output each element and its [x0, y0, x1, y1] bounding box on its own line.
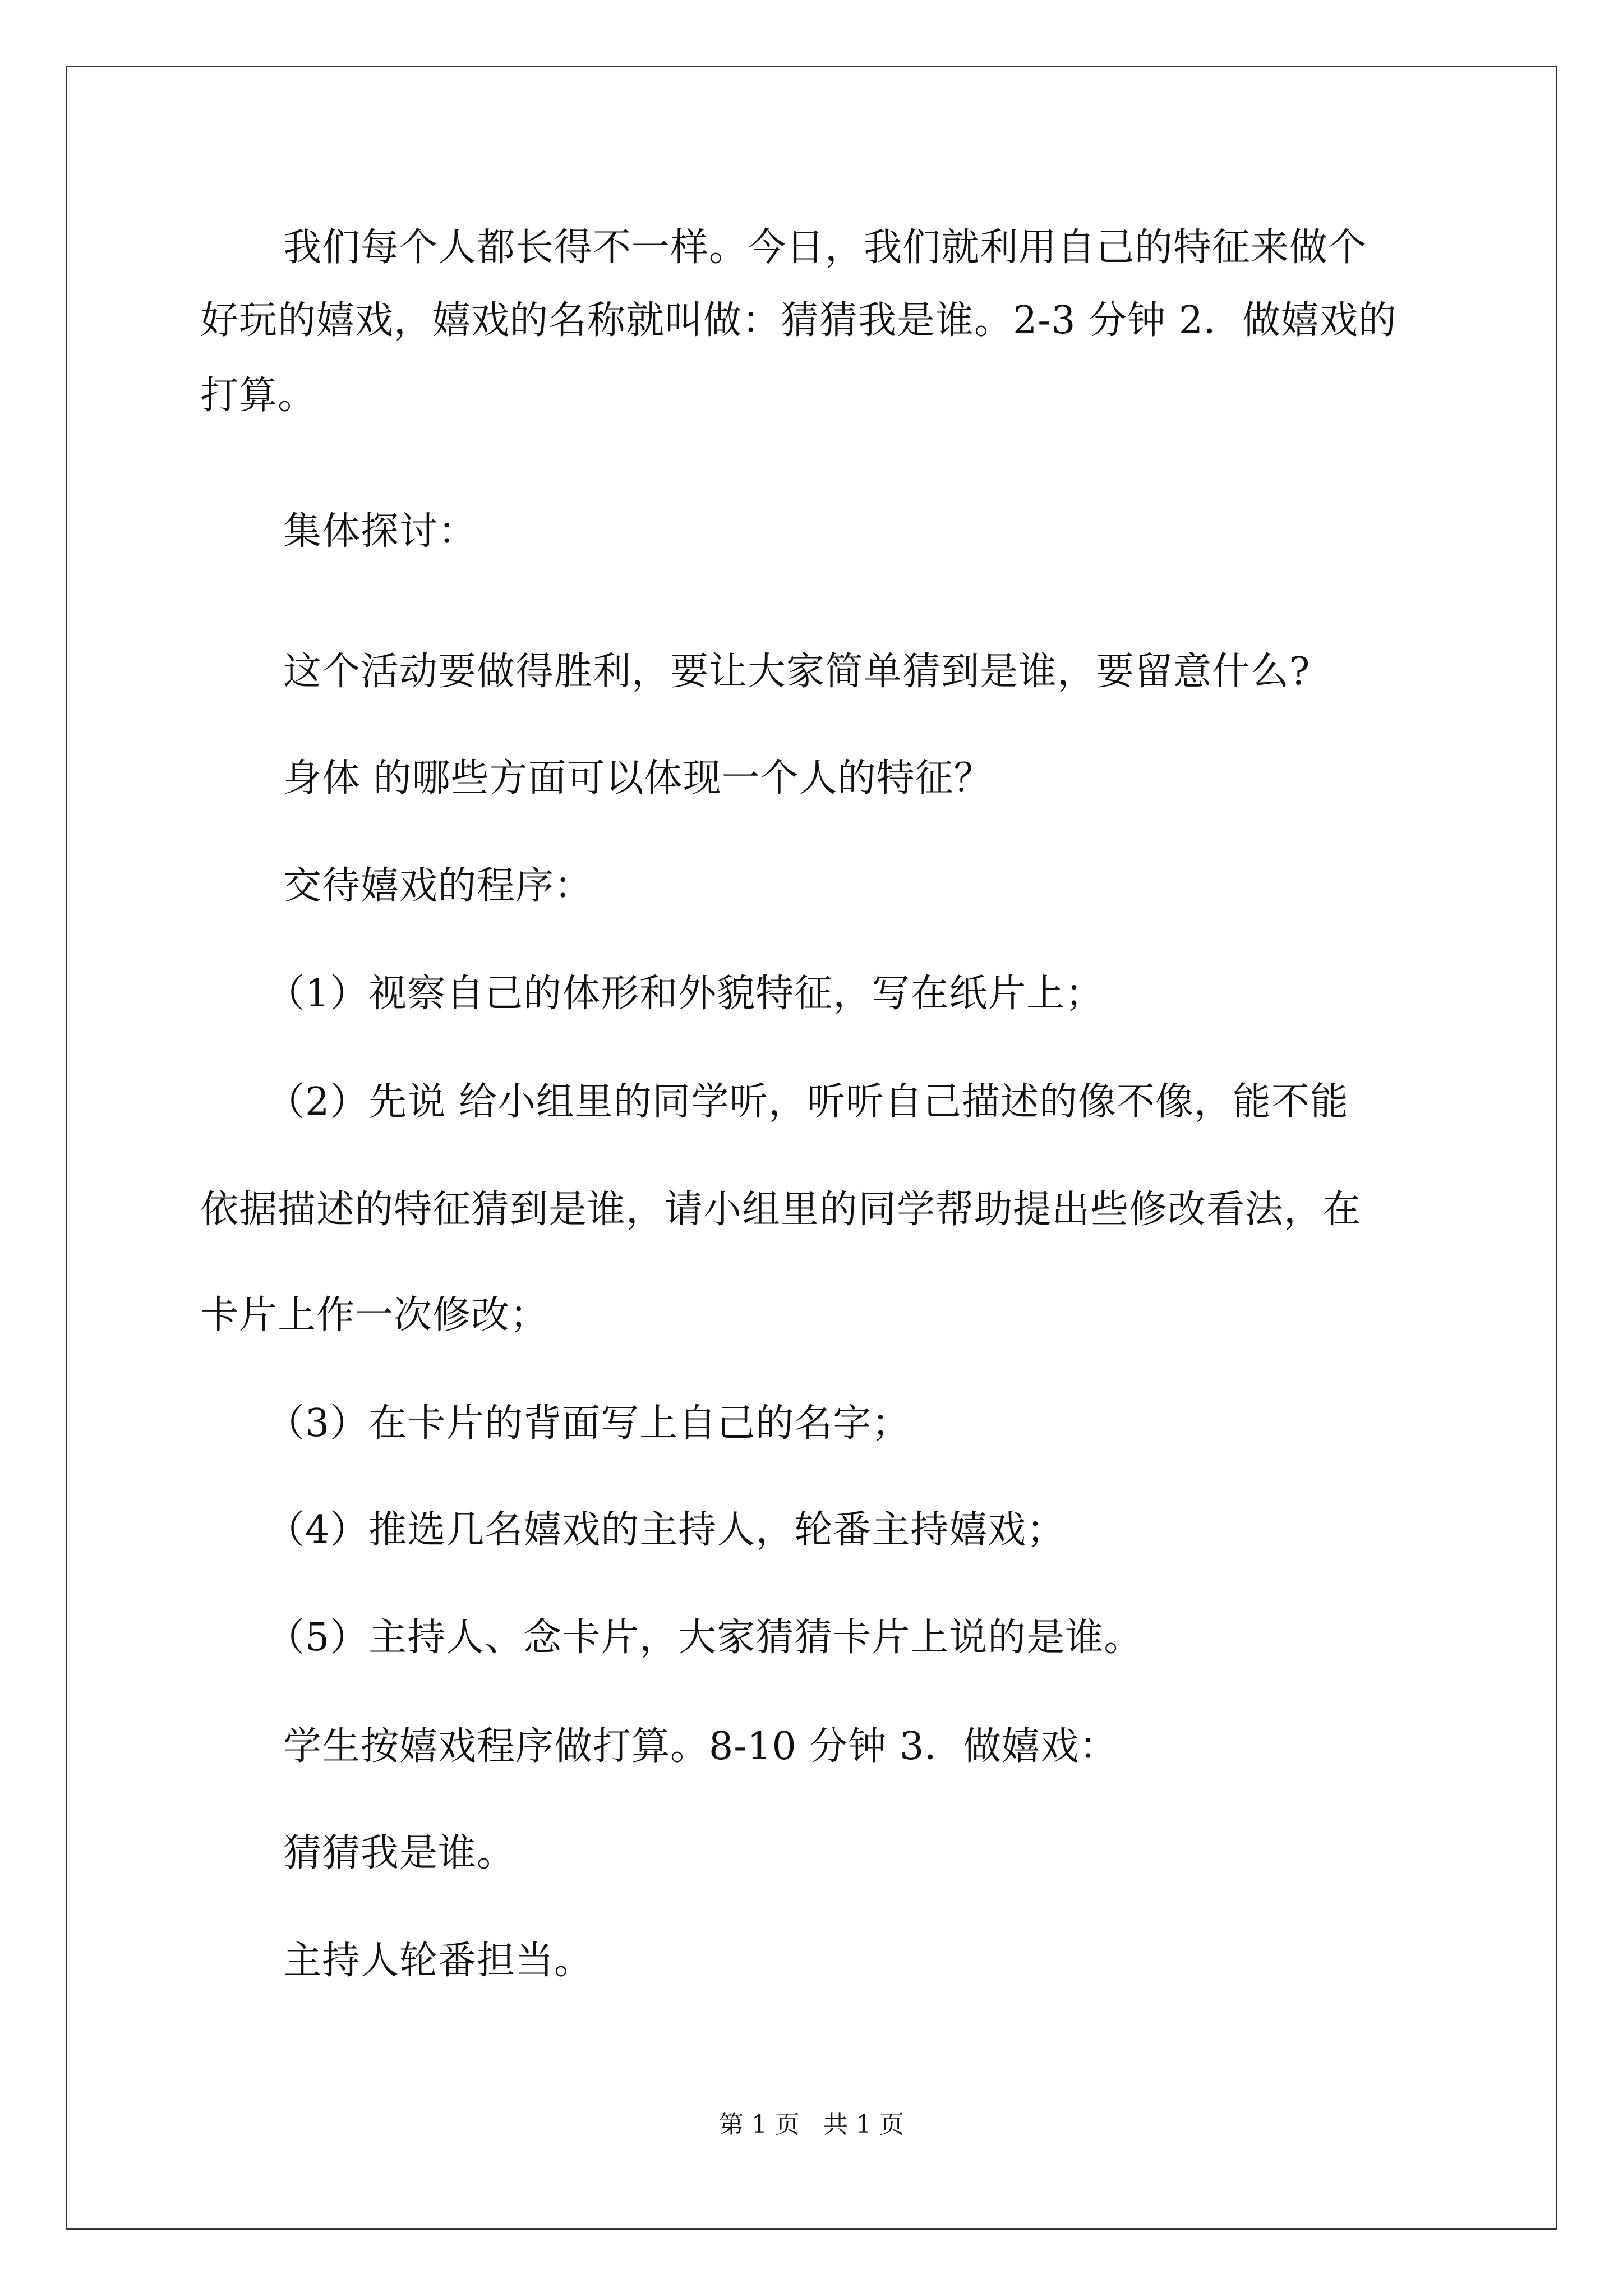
paragraph-line: 身体 的哪些方面可以体现一个人的特征？ [283, 756, 993, 800]
paragraph-line: 好玩的嬉戏，嬉戏的名称就叫做：猜猜我是谁。2-3 分钟 2．做嬉戏的 [200, 298, 1397, 343]
paragraph-line: （4）推选几名嬉戏的主持人，轮番主持嬉戏； [266, 1508, 1066, 1552]
paragraph-line: 这个活动要做得胜利，要让大家简单猜到是谁，要留意什么? [283, 650, 1311, 694]
paragraph-line: 我们每个人都长得不一样。今日，我们就利用自己的特征来做个 [283, 226, 1367, 270]
paragraph-line: 学生按嬉戏程序做打算。8-10 分钟 3．做嬉戏： [283, 1724, 1118, 1769]
paragraph-line: 交待嬉戏的程序： [283, 864, 593, 908]
paragraph-line: （2）先说 给小组里的同学听，听听自己描述的像不像，能不能 [266, 1080, 1349, 1124]
paragraph-line: 卡片上作一次修改； [200, 1293, 549, 1337]
paragraph-line: 打算。 [200, 374, 317, 418]
paragraph-line: （5）主持人、念卡片，大家猜猜卡片上说的是谁。 [266, 1616, 1143, 1660]
paragraph-line: （3）在卡片的背面写上自己的名字； [266, 1401, 911, 1446]
paragraph-line: 猜猜我是谁。 [283, 1831, 516, 1875]
paragraph-line: （1）视察自己的体形和外貌特征，写在纸片上； [266, 972, 1104, 1016]
page-number-footer: 第 1 页 共 1 页 [719, 2110, 904, 2139]
paragraph-line: 主持人轮番担当。 [283, 1939, 593, 1983]
paragraph-line: 集体探讨： [283, 509, 477, 554]
paragraph-line: 依据描述的特征猜到是谁，请小组里的同学帮助提出些修改看法，在 [200, 1188, 1362, 1232]
